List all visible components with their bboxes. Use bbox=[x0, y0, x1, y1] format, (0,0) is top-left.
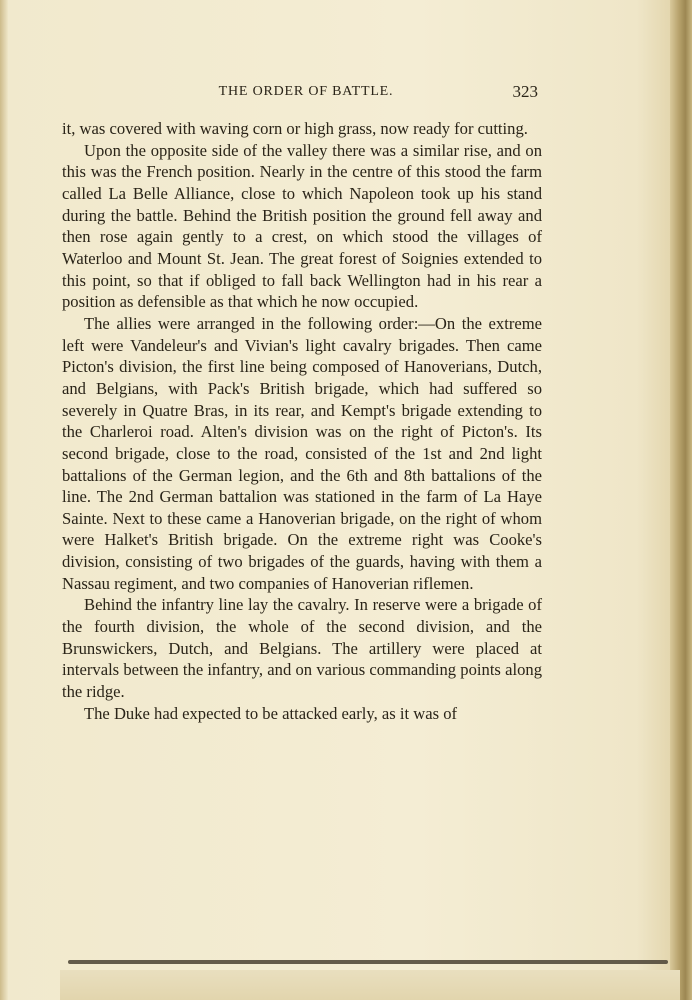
paragraph-4: Behind the infantry line lay the cavalry. In reserve were a brigade of the fourth division, the whole of the second division, and the Brunswickers, Dutch, and Belgians. The artillery were placed at intervals between the infantry, and on various commanding points along the ridge. bbox=[62, 595, 542, 702]
paragraph-5: The Duke had expected to be attacked early, as it was of bbox=[84, 703, 458, 723]
paragraph-2: Upon the opposite side of the valley there was a similar rise, and on this was the French position. Nearly in the centre of this stood the farm called La Belle Alliance, close to which Napoleon took up his stand during the battle. Behind the British position the ground fell away and then rose again gently to a crest, on which stood the villages of Waterloo and Mount St. Jean. The great forest of Soignies extended to this point, so that if obliged to fall back Wellington had in his rear a position as defensible as that which he now occupied. bbox=[62, 140, 542, 312]
paragraph-1: it, was covered with waving corn or high grass, now ready for cutting. bbox=[62, 119, 528, 138]
page-header bbox=[70, 84, 542, 106]
running-head: THE ORDER OF BATTLE. bbox=[218, 84, 394, 99]
next-page-edge bbox=[60, 970, 680, 1000]
page-right-edge bbox=[670, 0, 692, 1000]
paragraph-3: The allies were arranged in the following order:—On the extreme left were Vandeleur's and Vivian's light cavalry brigades. Then came Picton's division, the first line being composed of Hanoverians, Dutch, and Belgians, with Pack's British brigade, which had suffered so severely in Quatre Bras, in its rear, and Kempt's brigade extending to the Charleroi road. Alten's division was on the right of Picton's. Its second brigade, close to the road, consisted of the 1st and 2nd light battalions of the German legion, and the 6th and 8th battalions of the line. The 2nd German battalion was stationed in the farm of La Haye Sainte. Next to these came a Hanoverian brigade, on the right of whom were Halket's British brigade. On the extreme right was Cooke's division, consisting of two brigades of the guards, having with them a Nassau regiment, and two companies of Hanoverian riflemen. bbox=[62, 313, 542, 593]
page-left-edge bbox=[0, 0, 8, 1000]
body-text bbox=[62, 118, 542, 724]
bottom-rule bbox=[68, 960, 668, 964]
page-number: 323 bbox=[512, 82, 538, 101]
